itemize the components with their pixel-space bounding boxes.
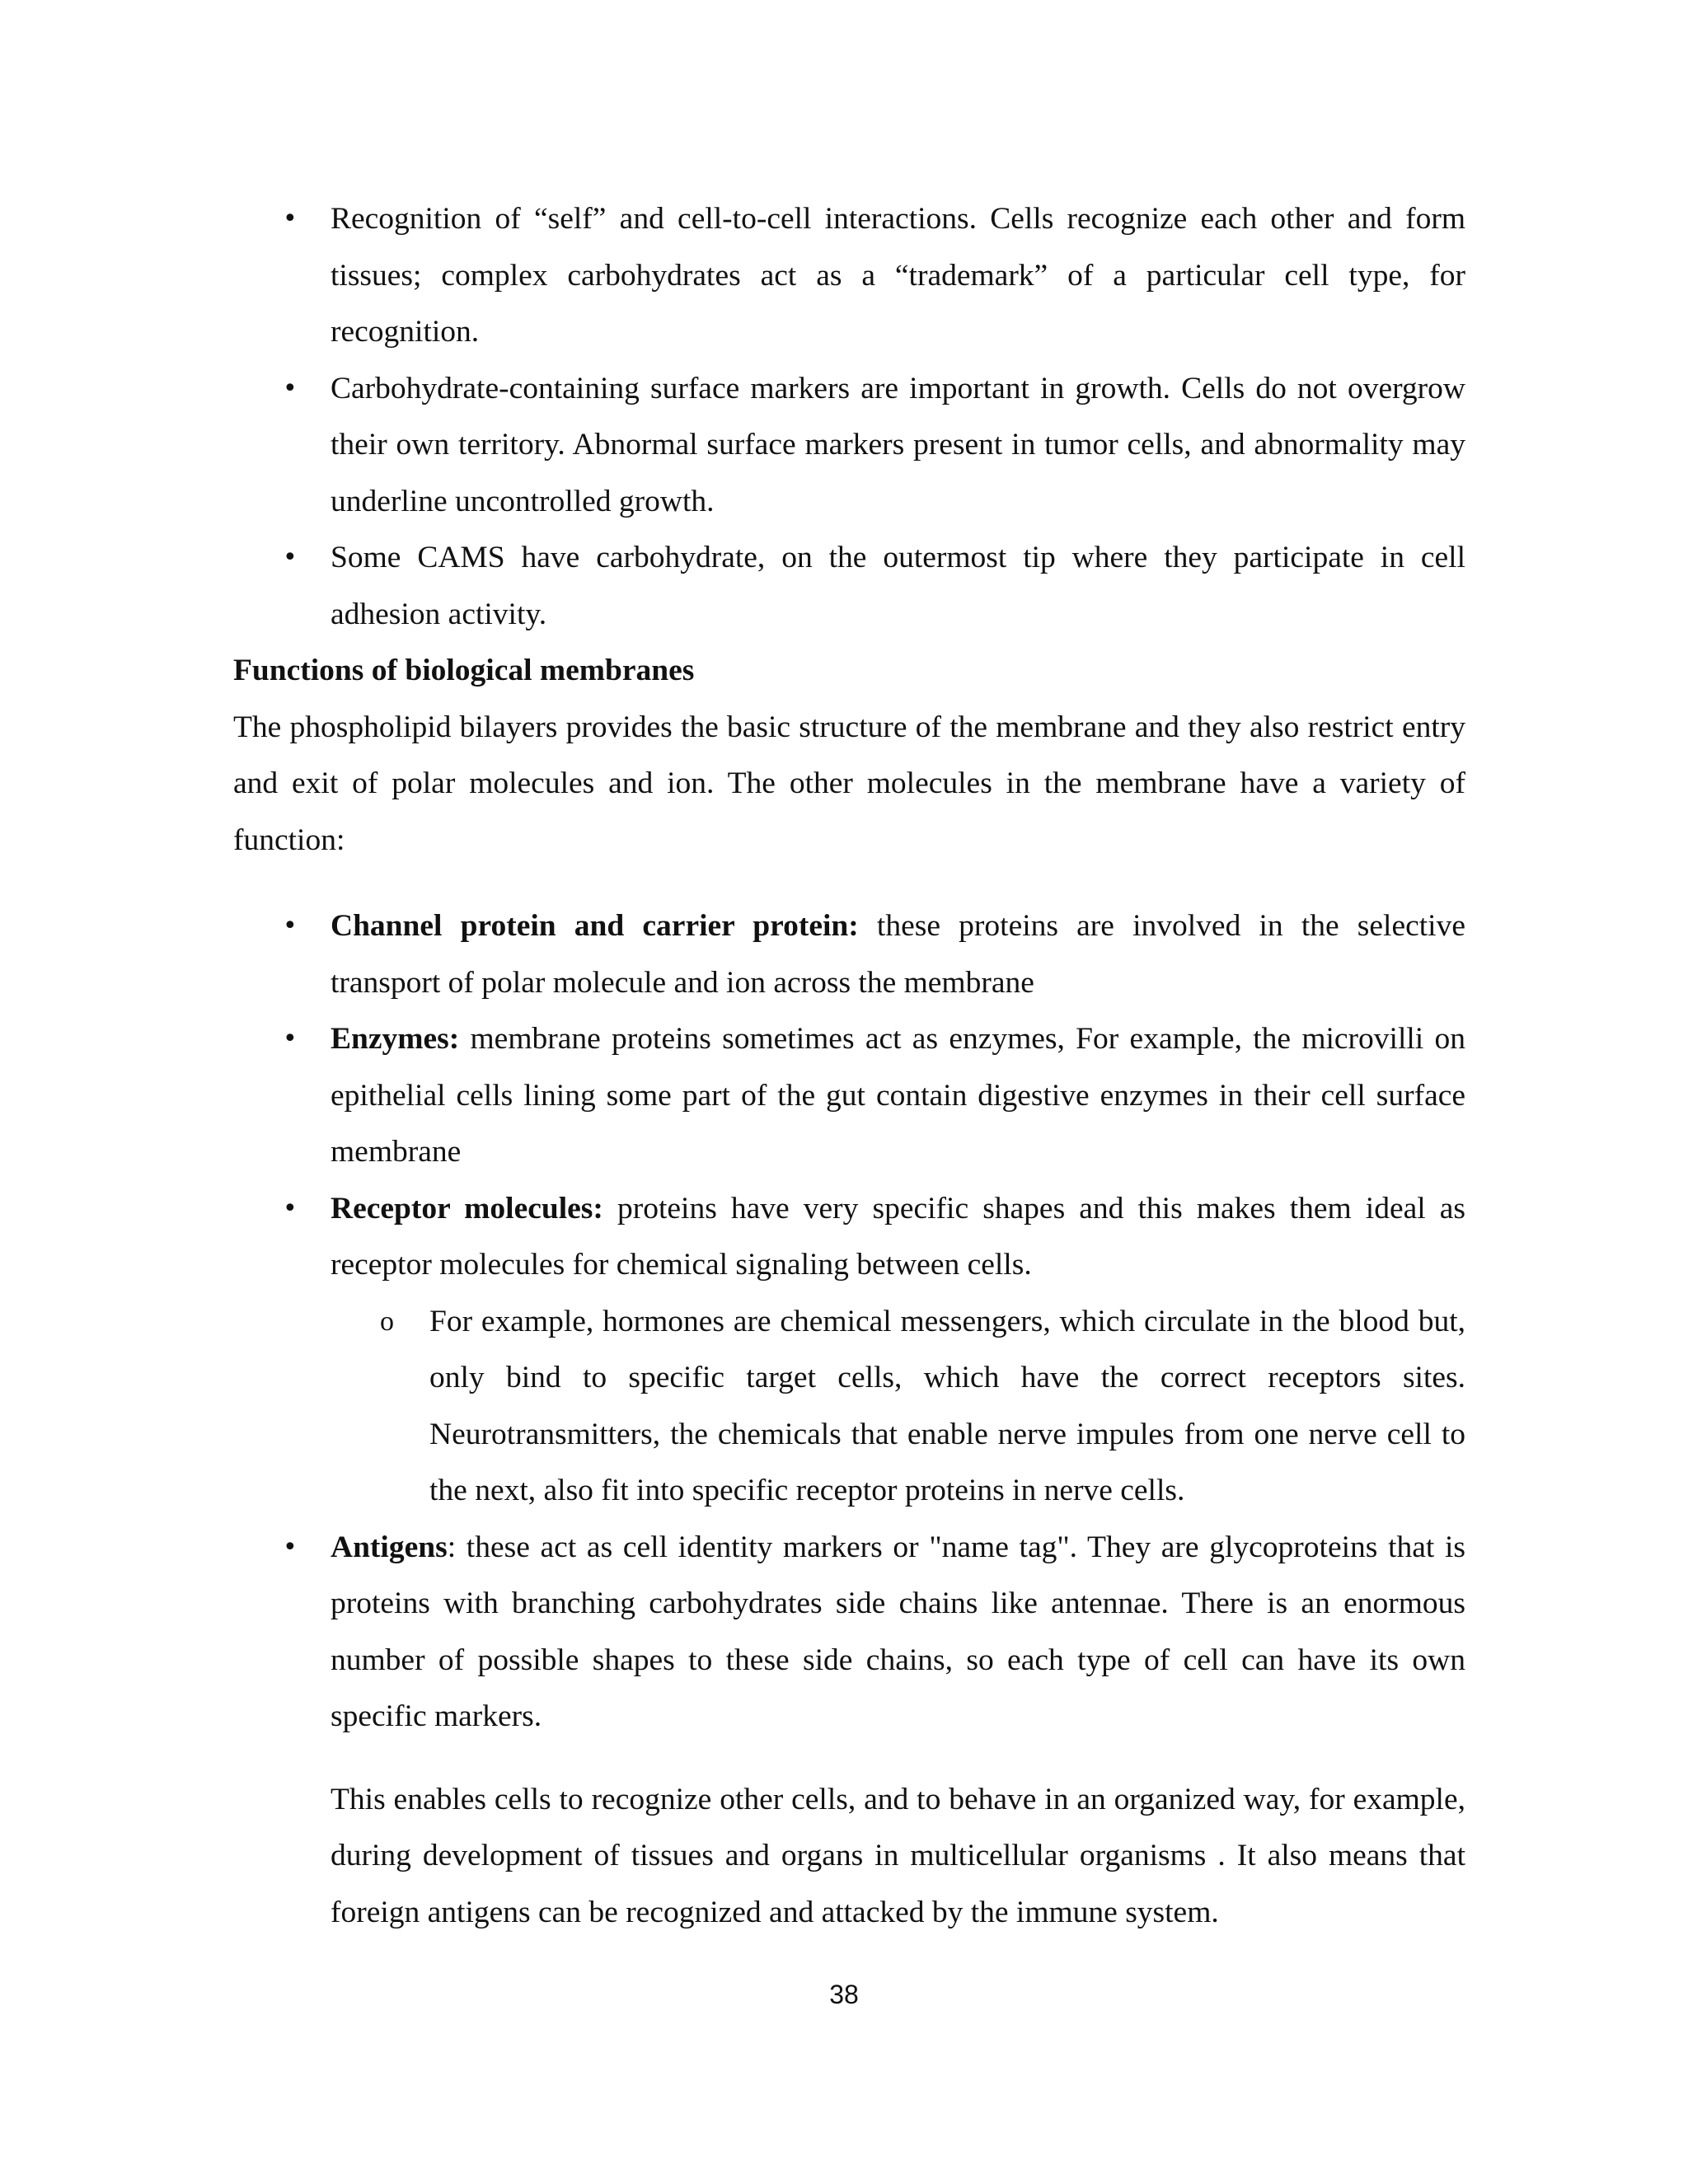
function-description: : these act as cell identity markers or "name tag". They are glycoproteins that is proteins with branching carbohydrates side chains like antennae. There is an enormous number of possible shapes to these side chains, so each type of cell can have its own specific markers. [331, 1530, 1465, 1733]
list-item-text: Carbohydrate-containing surface markers are important in growth. Cells do not overgrow their own territory. Abnormal surface markers present in tumor cells, and abnormality may underline uncontrolled growth. [331, 371, 1465, 518]
list-item [233, 361, 1465, 531]
function-term: Channel protein and carrier protein: [331, 909, 859, 943]
function-term: Receptor molecules: [331, 1191, 603, 1226]
list-item [233, 1520, 1465, 1746]
bullet-icon: • [283, 373, 298, 403]
carbohydrate-role-list [233, 191, 1465, 643]
page-content [233, 191, 1465, 1941]
page-number: 38 [829, 1980, 859, 2009]
closing-paragraph: This enables cells to recognize other cells, and to behave in an organized way, for example, during development of tissues and organs in multicellular organisms . It also means that foreign antigens can be recognized and attacked by the immune system. [331, 1782, 1465, 1929]
function-description: proteins have very specific shapes and this makes them ideal as receptor molecules for chemical signaling between cells. [331, 1191, 1465, 1282]
section-intro: The phospholipid bilayers provides the basic structure of the membrane and they also restrict entry and exit of polar molecules and ion. The other molecules in the membrane have a variety of function: [233, 710, 1465, 857]
bullet-icon: • [283, 1193, 298, 1223]
list-item-text: Some CAMS have carbohydrate, on the outermost tip where they participate in cell adhesion activity. [331, 541, 1465, 631]
bullet-icon: • [283, 543, 298, 572]
receptor-example-list [233, 1294, 1465, 1520]
list-item [233, 898, 1465, 1011]
spacer [233, 869, 1465, 898]
function-term: Enzymes: [331, 1022, 460, 1056]
bullet-icon: • [283, 912, 298, 940]
sub-list-item [233, 1294, 1465, 1520]
bullet-icon: • [283, 1024, 298, 1053]
list-item [233, 530, 1465, 643]
membrane-functions-list [233, 898, 1465, 1746]
function-description: membrane proteins sometimes act as enzymes, For example, the microvilli on epithelial cells lining some part of the gut contain digestive enzymes in their cell surface membrane [331, 1022, 1465, 1169]
list-item [233, 191, 1465, 361]
bullet-icon: • [283, 204, 298, 233]
spacer [233, 1746, 1465, 1772]
sub-bullet-icon: o [380, 1305, 394, 1337]
section-heading: Functions of biological membranes [233, 654, 695, 687]
function-term: Antigens [331, 1530, 448, 1564]
list-item [233, 1011, 1465, 1181]
function-description: these proteins are involved in the selective transport of polar molecule and ion across the membrane [331, 909, 1465, 1000]
sub-list-item-text: For example, hormones are chemical messengers, which circulate in the blood but, only bind to specific target cells, which have the correct receptors sites. Neurotransmitters, the chemicals that enable nerve impules from one nerve cell to the next, also fit into specific receptor proteins in nerve cells. [429, 1304, 1465, 1507]
list-item-text: Recognition of “self” and cell-to-cell interactions. Cells recognize each other and form tissues; complex carbohydrates act as a “trademark” of a particular cell type, for recognition. [331, 202, 1465, 349]
bullet-icon: • [283, 1532, 298, 1562]
list-item [233, 1181, 1465, 1520]
